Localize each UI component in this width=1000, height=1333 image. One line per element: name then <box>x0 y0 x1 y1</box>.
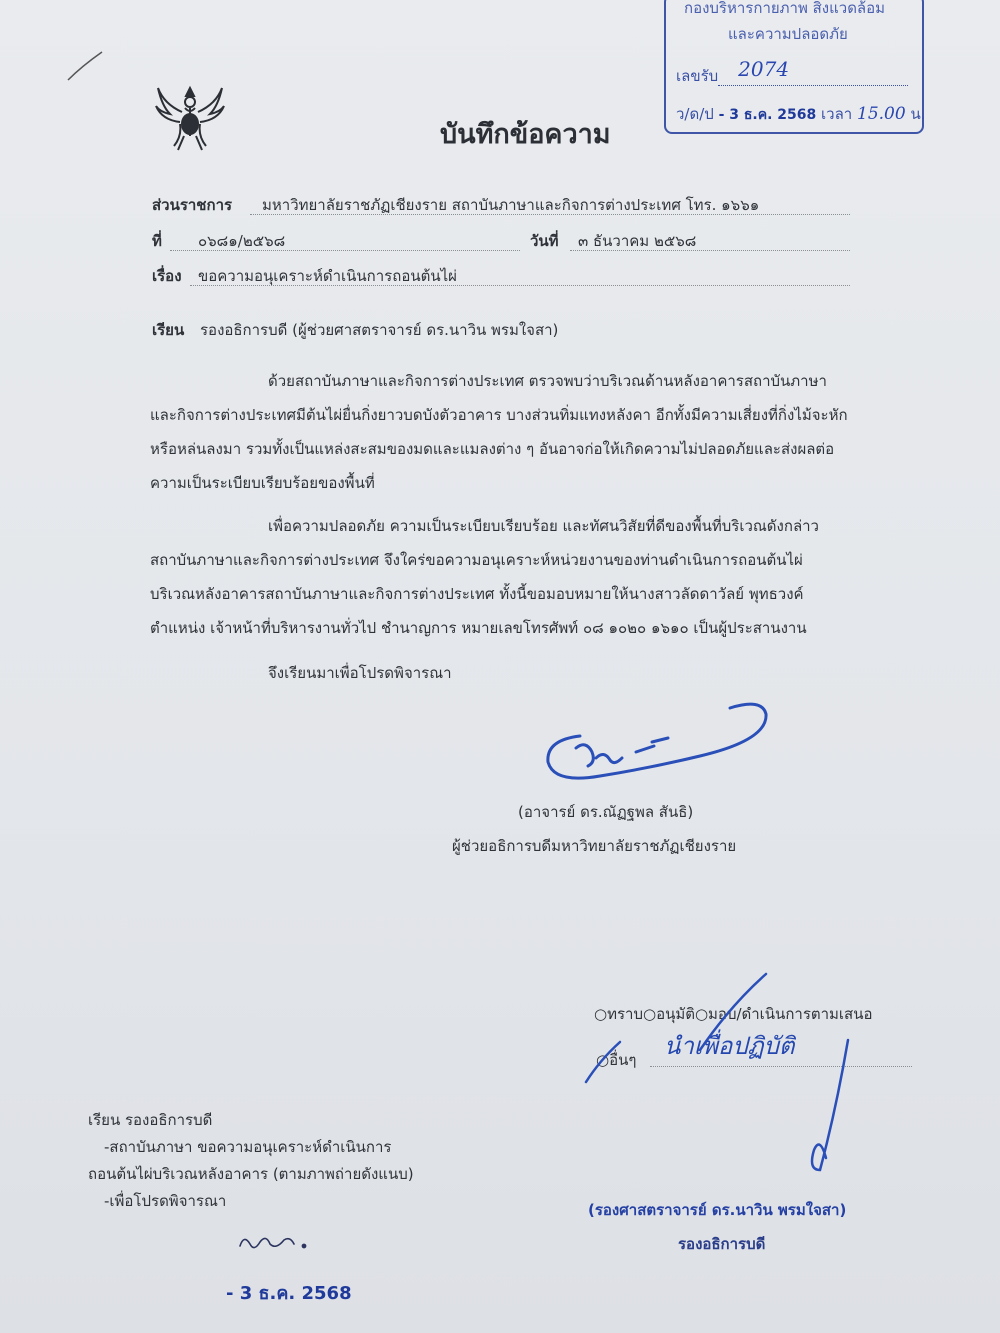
ref-value: ๐๖๘๑/๒๕๖๘ <box>198 232 286 250</box>
memo-line-3: ถอนต้นไผ่บริเวณหลังอาคาร (ตามภาพถ่ายดังแนบ) <box>88 1165 414 1183</box>
memo-date-stamp: - 3 ธ.ค. 2568 <box>226 1283 352 1304</box>
stamp-line-1: กองบริหารกายภาพ สิ่งแวดล้อม <box>684 0 886 17</box>
paragraph-1-line-2: และกิจการต่างประเทศมีต้นไผ่ยื่นกิ่งยาวบดบังตัวอาคาร บางส่วนทิ่มแทงหลังคา อีกทั้งมีความเสี่ยงที่กิ่งไม้จะหัก <box>150 406 848 424</box>
paragraph-1-line-3: หรือหล่นลงมา รวมทั้งเป็นแหล่งสะสมของมดและแมลงต่าง ๆ อันอาจก่อให้เกิดความไม่ปลอดภัยและส่งผลต่อ <box>150 440 835 458</box>
paragraph-2-line-2: สถาบันภาษาและกิจการต่างประเทศ จึงใคร่ขอความอนุเคราะห์หน่วยงานของท่านดำเนินการถอนต้นไผ่ <box>150 551 803 569</box>
receiving-stamp <box>664 0 924 134</box>
subject-dotline <box>190 285 850 286</box>
stamp-date-row <box>676 102 925 126</box>
to-label: เรียน <box>152 321 185 339</box>
endorse-position: รองอธิการบดี <box>678 1235 766 1253</box>
memo-line-2: -สถาบันภาษา ขอความอนุเคราะห์ดำเนินการ <box>104 1138 392 1156</box>
stamp-recv-label: เลขรับ <box>676 67 719 85</box>
memo-initials <box>236 1228 316 1258</box>
ref-label: ที่ <box>152 232 162 250</box>
agency-label: ส่วนราชการ <box>152 196 233 214</box>
paragraph-2-line-4: ตำแหน่ง เจ้าหน้าที่บริหารงานทั่วไป ชำนาญการ หมายเลขโทรศัพท์ ๐๘ ๑๐๒๐ ๑๖๑๐ เป็นผู้ประสานงาน <box>150 619 807 637</box>
stamp-recv-row <box>676 57 908 88</box>
stamp-time-value: 15.00 <box>857 104 906 124</box>
paragraph-1-line-4: ความเป็นระเบียบเรียบร้อยของพื้นที่ <box>150 474 375 492</box>
agency-dotline <box>250 214 850 215</box>
endorse-name: (รองศาสตราจารย์ ดร.นาวิน พรมใจสา) <box>588 1201 847 1219</box>
to-value: รองอธิการบดี (ผู้ช่วยศาสตราจารย์ ดร.นาวิน พรมใจสา) <box>200 321 559 339</box>
signature-main <box>540 696 780 786</box>
signer-name: (อาจารย์ ดร.ณัฏฐพล สันธิ) <box>518 803 694 821</box>
subject-value: ขอความอนุเคราะห์ดำเนินการถอนต้นไผ่ <box>198 267 457 285</box>
document-title: บันทึกข้อความ <box>440 119 611 150</box>
signer-position: ผู้ช่วยอธิการบดีมหาวิทยาลัยราชภัฏเชียงราย <box>452 837 737 855</box>
endorse-other-label: ○อื่นๆ <box>596 1051 637 1069</box>
memo-line-1: เรียน รองอธิการบดี <box>88 1111 213 1129</box>
stamp-date-label: ว/ด/ป <box>676 105 714 123</box>
paragraph-2-line-1: เพื่อความปลอดภัย ความเป็นระเบียบเรียบร้อย และทัศนวิสัยที่ดีของพื้นที่บริเวณดังกล่าว <box>268 517 819 535</box>
garuda-emblem-icon <box>152 80 228 156</box>
agency-value: มหาวิทยาลัยราชภัฏเชียงราย สถาบันภาษาและกิจการต่างประเทศ โทร. ๑๖๖๑ <box>262 196 760 214</box>
subject-label: เรื่อง <box>152 267 182 285</box>
stamp-recv-number: 2074 <box>738 57 790 81</box>
endorse-options: ○ทราบ○อนุมัติ○มอบ/ดำเนินการตามเสนอ <box>594 1005 873 1023</box>
ref-dotline <box>170 250 520 251</box>
stamp-line-2: และความปลอดภัย <box>728 25 848 43</box>
stamp-time-suffix: น. <box>910 105 926 123</box>
stamp-time-label: เวลา <box>821 105 853 123</box>
date-label: วันที่ <box>530 232 559 250</box>
memo-line-4: -เพื่อโปรดพิจารณา <box>104 1192 227 1210</box>
signature-endorse <box>580 970 880 1180</box>
paragraph-2-line-3: บริเวณหลังอาคารสถาบันภาษาและกิจการต่างประเทศ ทั้งนี้ขอมอบหมายให้นางสาวลัดดาวัลย์ พุทธวงค์ <box>150 585 804 603</box>
stamp-date-value: - 3 ธ.ค. 2568 <box>718 107 817 123</box>
date-value: ๓ ธันวาคม ๒๕๖๘ <box>578 232 697 250</box>
paragraph-1-line-1: ด้วยสถาบันภาษาและกิจการต่างประเทศ ตรวจพบว่าบริเวณด้านหลังอาคารสถาบันภาษา <box>268 372 827 390</box>
date-dotline <box>570 250 850 251</box>
closing-line: จึงเรียนมาเพื่อโปรดพิจารณา <box>268 664 452 682</box>
endorse-handwritten: นำเพื่อปฏิบัติ <box>664 1032 795 1060</box>
pen-mark <box>62 46 112 86</box>
